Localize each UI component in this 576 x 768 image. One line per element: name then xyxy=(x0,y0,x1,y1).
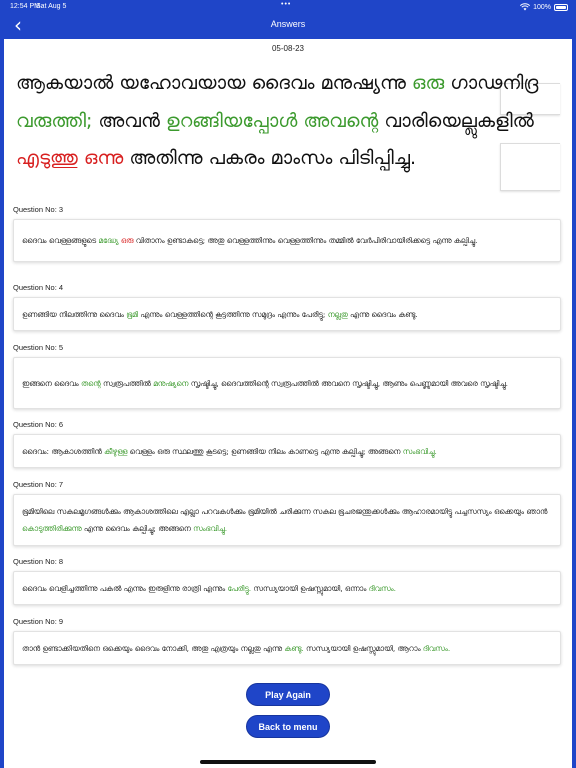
question-label: Question No: 7 xyxy=(13,480,64,489)
text-segment: സന്ധ്യയായി ഉഷസ്സുമായി, ഒന്നാം xyxy=(251,583,369,593)
play-again-button[interactable]: Play Again xyxy=(246,683,330,706)
answer-card xyxy=(13,357,561,409)
correct-word: ദിവസം. xyxy=(422,643,451,653)
question-label: Question No: 3 xyxy=(13,205,64,214)
correct-word: മദ്ധ്യേ xyxy=(98,236,119,245)
answer-text xyxy=(22,306,552,323)
correct-word: സംഭവിച്ചു. xyxy=(402,446,437,456)
status-right xyxy=(520,3,568,11)
correct-word: കീഴുള്ള xyxy=(104,446,128,456)
text-segment: ദൈവം വെള്ളങ്ങളുടെ xyxy=(22,236,99,245)
correct-word: തന്റെ xyxy=(80,378,101,388)
answer-text xyxy=(22,443,552,460)
correct-word: അവന്റെ xyxy=(303,109,379,132)
quiz-date: 05-08-23 xyxy=(271,44,305,53)
battery-icon xyxy=(554,4,568,11)
text-segment: അതിന്നു പകരം മാംസം പിടിപ്പിച്ചു. xyxy=(123,147,416,169)
text-segment: അവൻ xyxy=(92,109,166,132)
question-label: Question No: 5 xyxy=(13,343,64,352)
answers-content[interactable] xyxy=(4,39,572,768)
correct-word: ഉറങ്ങിയപ്പോൾ xyxy=(165,109,298,132)
answer-card xyxy=(13,494,561,546)
correct-word: നല്ലതു xyxy=(327,309,348,319)
answer-text xyxy=(22,375,552,392)
wrong-word: എടുത്തു ഒന്നു xyxy=(16,147,124,169)
text-segment: സൃഷ്ടിച്ചു, ദൈവത്തിന്റെ സ്വരൂപത്തിൽ അവനെ സൃഷ്ടിച്ചു, ആണും പെണ്ണുമായി അവരെ സൃഷ്ടിച്ചു. xyxy=(188,378,509,388)
text-segment: താൻ ഉണ്ടാക്കിയതിനെ ഒക്കെയും ദൈവം നോക്കി, അതു എത്രയും നല്ലതു എന്നു xyxy=(22,643,285,653)
text-segment: ദൈവം: ആകാശത്തിൻ xyxy=(22,446,105,456)
answer-text xyxy=(22,580,552,597)
correct-word: കണ്ടു. xyxy=(284,643,304,653)
text-segment: ദൈവം വെളിച്ചത്തിന്നു പകൽ എന്നും ഇരുളിന്നു രാത്രി എന്നും xyxy=(22,583,228,593)
answer-card xyxy=(13,571,561,605)
multitask-dots[interactable]: ••• xyxy=(281,1,292,8)
correct-word: ഭൂമി xyxy=(126,309,138,319)
text-segment: വെള്ളം ഒരു സ്ഥലത്തു കൂടട്ടെ; ഉണങ്ങിയ നിലം കാണട്ടെ എന്നു കല്പിച്ചു; അങ്ങനെ xyxy=(127,446,403,456)
text-segment: എന്നും വെള്ളത്തിന്റെ കൂട്ടത്തിന്നു സമുദ്രം എന്നും പേരിട്ടു; xyxy=(137,309,328,319)
battery-percent: 100% xyxy=(533,3,551,11)
answer-verse xyxy=(16,65,556,178)
wrong-word: ഒരു xyxy=(120,236,134,245)
wifi-icon xyxy=(520,3,530,11)
answer-card xyxy=(13,297,561,331)
question-label: Question No: 4 xyxy=(13,283,64,292)
question-label: Question No: 6 xyxy=(13,420,64,429)
question-label: Question No: 8 xyxy=(13,557,64,566)
back-to-menu-button[interactable]: Back to menu xyxy=(246,715,330,738)
text-segment: വിതാനം ഉണ്ടാകട്ടെ; അതു വെള്ളത്തിന്നും വെള്ളത്തിന്നും തമ്മിൽ വേർപിരിവായിരിക്കട്ടെ എന്നു കല്പിച്ചു. xyxy=(133,236,478,245)
correct-word: കൊടുത്തിരിക്കുന്നു xyxy=(22,524,82,533)
page-title: Answers xyxy=(270,19,306,29)
answer-card xyxy=(13,219,561,262)
back-chevron-icon[interactable]: ‹ xyxy=(14,13,22,37)
answer-text xyxy=(22,640,552,657)
text-segment: ഇങ്ങനെ ദൈവം xyxy=(22,378,81,388)
home-indicator xyxy=(200,760,376,764)
text-segment: ഉണങ്ങിയ നിലത്തിന്നു ദൈവം xyxy=(22,309,127,319)
answer-card xyxy=(13,434,561,468)
correct-word: മനുഷ്യനെ xyxy=(153,378,189,388)
text-segment: എന്നു ദൈവം കണ്ടു. xyxy=(347,309,418,319)
correct-word: ദിവസം. xyxy=(368,583,397,593)
correct-word: ഒരു xyxy=(411,72,445,94)
text-segment: സന്ധ്യയായി ഉഷസ്സുമായി, ആറാം xyxy=(303,643,423,653)
status-time: 12:54 PM xyxy=(10,3,40,10)
correct-word: വരുത്തി; xyxy=(16,109,93,132)
question-label: Question No: 9 xyxy=(13,617,64,626)
text-segment: ആകയാൽ യഹോവയായ ദൈവം മനുഷ്യന്നു xyxy=(16,72,412,94)
text-segment: ഭൂമിയിലെ സകലമൃഗങ്ങൾക്കും ആകാശത്തിലെ എല്ലാ പറവകൾക്കും ഭൂമിയിൽ ചരിക്കുന്ന സകല ഭൂചരജന്തുക്കൾക്കും ആഹാരമായിട്ടു പച്ചസസ്യം ഒക്കെയും ഞാൻ xyxy=(22,507,548,516)
answer-text xyxy=(22,232,552,249)
text-segment: ഗാഢനിദ്ര xyxy=(444,72,539,94)
correct-word: സംഭവിച്ചു. xyxy=(193,524,228,533)
status-bar xyxy=(0,0,576,14)
answer-text xyxy=(22,503,552,537)
text-segment: സ്വരൂപത്തിൽ xyxy=(100,378,154,388)
nav-bar xyxy=(0,14,576,38)
text-segment: എന്നു ദൈവം കല്പിച്ചു; അങ്ങനെ xyxy=(81,524,194,533)
status-date: Sat Aug 5 xyxy=(36,3,67,10)
correct-word: പേരിട്ടു. xyxy=(227,583,252,593)
text-segment: വാരിയെല്ലുകളിൽ xyxy=(378,109,534,132)
answer-card xyxy=(13,631,561,665)
